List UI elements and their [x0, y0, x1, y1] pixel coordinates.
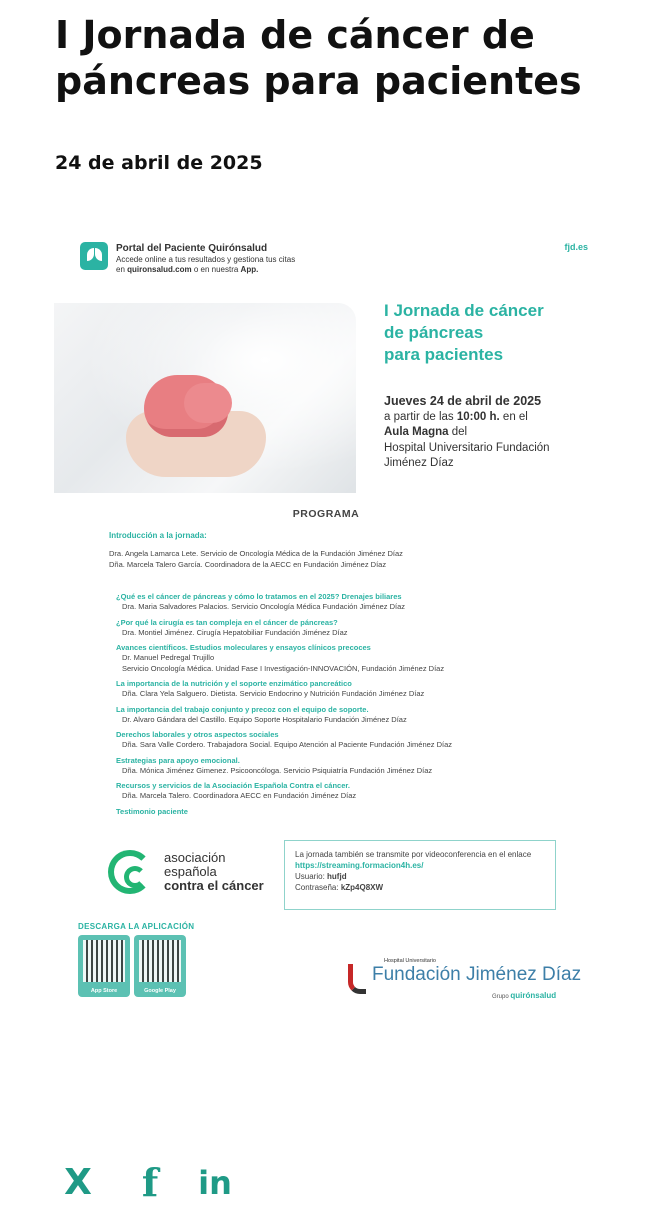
- portal-title: Portal del Paciente Quirónsalud: [116, 243, 268, 254]
- stream-user: Usuario: hufjd: [295, 872, 347, 881]
- google-play-qr[interactable]: Google Play: [134, 935, 186, 997]
- programa-item: La importancia de la nutrición y el soporte enzimático pancreático Dña. Clara Yela Salguero. Dietista. Servicio Endocrino y Nutrición Fundación Jiménez Díaz: [116, 679, 425, 698]
- article-title: I Jornada de cáncer de páncreas para pacientes: [55, 13, 582, 103]
- programa-item: Recursos y servicios de la Asociación Española Contra el cáncer. Dña. Marcela Talero. Coordinadora AECC en Fundación Jiménez Díaz: [116, 781, 357, 800]
- event-hospital: Hospital Universitario Fundación Jiménez Díaz: [384, 441, 550, 469]
- programa-item: Estrategias para apoyo emocional. Dña. Mónica Jiménez Gimenez. Psicooncóloga. Servicio Psiquiatría Fundación Jiménez Díaz: [116, 755, 433, 775]
- programa-item: ¿Por qué la cirugía es tan compleja en el cáncer de páncreas? Dra. Montiel Jiménez. Cirugía Hepatobiliar Fundación Jiménez Díaz: [116, 617, 348, 637]
- portal-line: Accede online a tus resultados y gestiona tus citas: [116, 255, 296, 264]
- stream-url-link[interactable]: https://streaming.formacion4h.es/: [295, 861, 424, 870]
- programa-heading: PROGRAMA: [292, 508, 360, 520]
- qr-code-icon: [83, 940, 125, 982]
- download-title: DESCARGA LA APLICACIÓN: [78, 922, 195, 931]
- event-venue: Aula Magna del: [384, 426, 468, 438]
- programa-item: Avances científicos. Estudios moleculares y ensayos clínicos precoces Dr. Manuel Pedregal Trujillo Servicio Oncología Médica. Unidad Fase I Investigación-INNOVACIÓN, Fundación Jiménez Díaz: [116, 643, 445, 673]
- event-info: [384, 394, 594, 472]
- intro-section: [109, 530, 529, 570]
- event-poster: Portal del Paciente Quirónsalud Accede online a tus resultados y gestiona tus citas en quironsalud.com o en nuestra App. fjd.es I Jornada de cáncer de páncreas para pacientes Jueves 24 de abril de 2025 a partir de las 10:00 h. en el Aula Magna del Hospital Universitario Fundación Jiménez Díaz PROGRAMA Introducción a la jornada: Dra. Angela Lamarca Lete. Servicio de Oncología Médica de la Fundación Jiménez Díaz Dña. Marcela Talero García. Coordinadora de la AECC en Fundación Jiménez Díaz ¿Qué es el cáncer de páncreas y cómo lo tratamos en el 2025? Drenajes biliares Dra. Maria Salvadores Palacios. Servicio Oncología Médica Fundación Jiménez Díaz ¿Por qué la cirugía es tan compleja en el cáncer de páncreas? Dra. Montiel Jiménez. Cirugía Hepatobiliar Fundación Jiménez Díaz Avances científicos. Estudios moleculares y ensayos clínicos precoces Dr. Manuel Pedregal Trujillo Servicio Oncología Médica. Unidad Fase I Investigación-INNOVACIÓN, Fundación Jiménez Díaz La importancia de la nutrición y el soporte enzimático pancreático Dña. Clara Yela Salguero. Dietista. Servicio Endocrino y Nutrición Fundación Jiménez Díaz La importancia del trabajo conjunto y precoz con el equipo de soporte. Dr. Alvaro Gándara del Castillo. Equipo Soporte Hospitalario Fundación Jiménez Díaz Derechos laborales y otros aspectos sociales Dña. Sara Valle Cordero. Trabajadora Social. Equipo Atención al Paciente Fundación Jiménez Díaz Estrategias para apoyo emocional. Dña. Mónica Jiménez Gimenez. Psicooncóloga. Servicio Psiquiatría Fundación Jiménez Díaz Recursos y servicios de la Asociación Española Contra el cáncer. Dña. Marcela Talero. Coordinadora AECC en Fundación Jiménez Díaz Testimonio paciente asociación española contra el cáncer La jornada también se transmite por videoconferencia en el enlace https://streaming.formacion4h.es/ Usuario: hufjd Contraseña: kZp4Q8XW DESCARGA LA APLICACIÓN App Store Google Play Hospital Universitario Fundación Jiménez Díaz Grupo quirónsalud: [54, 228, 598, 1018]
- programa-item: Testimonio paciente: [116, 806, 188, 816]
- programa-item: ¿Qué es el cáncer de páncreas y cómo lo tratamos en el 2025? Drenajes biliares Dra. Maria Salvadores Palacios. Servicio Oncología Médica Fundación Jiménez Díaz: [116, 592, 406, 611]
- stream-pass: Contraseña: kZp4Q8XW: [295, 883, 384, 892]
- app-store-qr[interactable]: App Store: [78, 935, 130, 997]
- x-share-icon[interactable]: X: [64, 1162, 92, 1203]
- intro-line: Dña. Marcela Talero García. Coordinadora de la AECC en Fundación Jiménez Díaz: [109, 560, 387, 569]
- aecc-logo: asociación española contra el cáncer: [108, 850, 264, 894]
- hands-pancreas-photo: [54, 303, 356, 493]
- event-day: Jueves 24 de abril de 2025: [384, 394, 542, 408]
- article-date: 24 de abril de 2025: [55, 152, 263, 174]
- event-time: a partir de las 10:00 h. en el: [384, 410, 528, 423]
- aecc-symbol-icon: [108, 850, 152, 894]
- quironsalud-logo-icon: [80, 242, 108, 270]
- qr-code-icon: [139, 940, 181, 982]
- linkedin-share-icon[interactable]: in: [198, 1163, 232, 1202]
- streaming-info-box: [284, 840, 556, 910]
- portal-banner: [80, 242, 295, 275]
- stream-text: La jornada también se transmite por videoconferencia en el enlace: [295, 850, 532, 859]
- event-title: I Jornada de cáncer de páncreas para pacientes: [384, 301, 544, 364]
- intro-line: Dra. Angela Lamarca Lete. Servicio de Oncología Médica de la Fundación Jiménez Díaz: [109, 549, 403, 558]
- fjd-symbol-icon: [348, 964, 366, 994]
- programa-item: Derechos laborales y otros aspectos sociales Dña. Sara Valle Cordero. Trabajadora Social. Equipo Atención al Paciente Fundación Jiménez Díaz: [116, 730, 453, 749]
- download-app: [78, 922, 194, 997]
- fjd-site-link[interactable]: fjd.es: [564, 242, 588, 252]
- intro-heading: Introducción a la jornada:: [109, 531, 207, 540]
- facebook-share-icon[interactable]: f: [141, 1160, 159, 1205]
- programa-item: La importancia del trabajo conjunto y precoz con el equipo de soporte. Dr. Alvaro Gándara del Castillo. Equipo Soporte Hospitalario Fundación Jiménez Díaz: [116, 704, 407, 724]
- portal-line: en quironsalud.com o en nuestra App.: [116, 265, 259, 274]
- programa-list: [116, 592, 556, 822]
